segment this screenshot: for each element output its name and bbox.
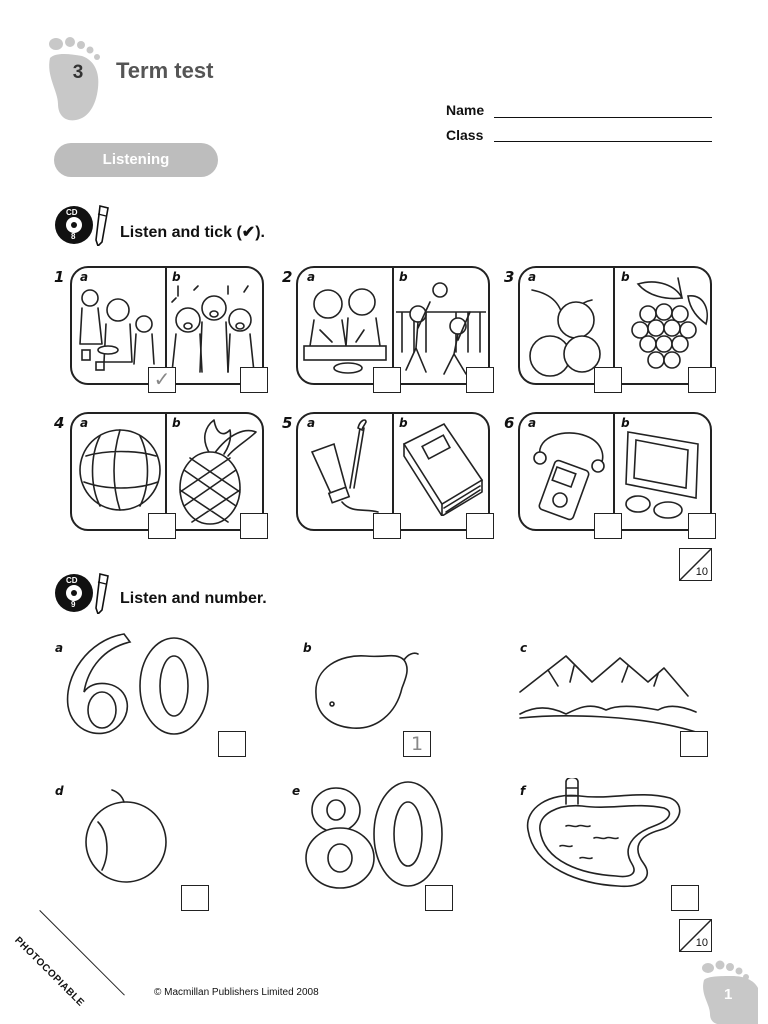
mountains-illustration bbox=[518, 652, 698, 736]
option-label: b bbox=[621, 270, 630, 284]
tick-box-5a[interactable] bbox=[373, 513, 401, 539]
score-total: 10 bbox=[695, 937, 708, 949]
cd-track: 8 bbox=[71, 232, 76, 241]
score-total: 10 bbox=[695, 566, 708, 578]
number-60-illustration bbox=[60, 628, 216, 740]
book-illustration bbox=[398, 420, 486, 516]
number-80-illustration bbox=[300, 776, 448, 890]
children-singing-illustration bbox=[168, 282, 260, 374]
copyright: © Macmillan Publishers Limited 2008 bbox=[154, 987, 319, 998]
number-box-e[interactable] bbox=[425, 885, 453, 911]
cherries-illustration bbox=[522, 284, 610, 380]
item-letter: f bbox=[520, 784, 526, 798]
pear-illustration bbox=[310, 648, 422, 732]
tick-box-1a[interactable]: ✓ bbox=[148, 367, 176, 393]
option-label: a bbox=[80, 270, 89, 284]
exercise-1-instruction: Listen and tick (✔). bbox=[120, 224, 265, 241]
item-letter: d bbox=[55, 784, 64, 798]
peach-illustration bbox=[78, 788, 176, 884]
tick-box-3b[interactable] bbox=[688, 367, 716, 393]
cd-label: CD bbox=[66, 576, 78, 585]
score-box-exercise-1[interactable] bbox=[679, 548, 712, 581]
option-label: a bbox=[528, 270, 537, 284]
name-field[interactable] bbox=[494, 117, 712, 118]
item-number: 3 bbox=[504, 268, 515, 286]
option-label: b bbox=[399, 416, 408, 430]
swimming-pool-illustration bbox=[520, 778, 686, 890]
tick-box-2b[interactable] bbox=[466, 367, 494, 393]
score-box-exercise-2[interactable] bbox=[679, 919, 712, 952]
exercise-2-instruction: Listen and number. bbox=[120, 590, 267, 607]
option-label: a bbox=[307, 416, 316, 430]
children-at-computer-illustration bbox=[300, 282, 390, 378]
option-label: b bbox=[621, 416, 630, 430]
family-eating-illustration bbox=[76, 284, 162, 376]
class-label: Class bbox=[446, 127, 484, 143]
item-letter: c bbox=[520, 641, 528, 655]
number-box-c[interactable] bbox=[680, 731, 708, 757]
cd-track: 9 bbox=[71, 600, 76, 609]
option-label: b bbox=[399, 270, 408, 284]
cd-pencil-icon bbox=[54, 204, 118, 246]
tv-discs-illustration bbox=[620, 426, 708, 522]
name-label: Name bbox=[446, 102, 485, 118]
option-label: a bbox=[80, 416, 89, 430]
mp3-player-headphones-illustration bbox=[526, 426, 610, 522]
option-label: b bbox=[172, 416, 181, 430]
page-title: Term test bbox=[116, 58, 214, 83]
paint-tube-brush-illustration bbox=[302, 418, 388, 522]
section-pill: Listening bbox=[54, 143, 218, 177]
tick-box-2a[interactable] bbox=[373, 367, 401, 393]
unit-number: 3 bbox=[72, 62, 84, 83]
children-playing-ball-illustration bbox=[396, 282, 486, 378]
number-box-d[interactable] bbox=[181, 885, 209, 911]
item-number: 2 bbox=[282, 268, 293, 286]
tick-box-6a[interactable] bbox=[594, 513, 622, 539]
cd-label: CD bbox=[66, 208, 78, 217]
watermelon-illustration bbox=[76, 426, 164, 518]
tick-box-1b[interactable] bbox=[240, 367, 268, 393]
cd-pencil-icon bbox=[54, 572, 118, 614]
option-label: a bbox=[307, 270, 316, 284]
item-number: 5 bbox=[282, 414, 293, 432]
page-number: 1 bbox=[724, 986, 733, 1003]
item-letter: e bbox=[292, 784, 301, 798]
item-letter: b bbox=[303, 641, 312, 655]
item-number: 4 bbox=[54, 414, 65, 432]
tick-box-5b[interactable] bbox=[466, 513, 494, 539]
grapes-illustration bbox=[618, 274, 710, 378]
tick-box-6b[interactable] bbox=[688, 513, 716, 539]
tick-box-3a[interactable] bbox=[594, 367, 622, 393]
tick-box-4b[interactable] bbox=[240, 513, 268, 539]
option-label: a bbox=[528, 416, 537, 430]
number-box-b[interactable]: 1 bbox=[403, 731, 431, 757]
option-label: b bbox=[172, 270, 181, 284]
photocopiable-label: PHOTOCOPIABLE bbox=[12, 935, 87, 1009]
number-box-f[interactable] bbox=[671, 885, 699, 911]
pineapple-illustration bbox=[170, 418, 260, 526]
number-box-a[interactable] bbox=[218, 731, 246, 757]
item-number: 1 bbox=[54, 268, 65, 286]
item-number: 6 bbox=[504, 414, 515, 432]
item-letter: a bbox=[55, 641, 64, 655]
tick-box-4a[interactable] bbox=[148, 513, 176, 539]
class-field[interactable] bbox=[494, 141, 712, 142]
